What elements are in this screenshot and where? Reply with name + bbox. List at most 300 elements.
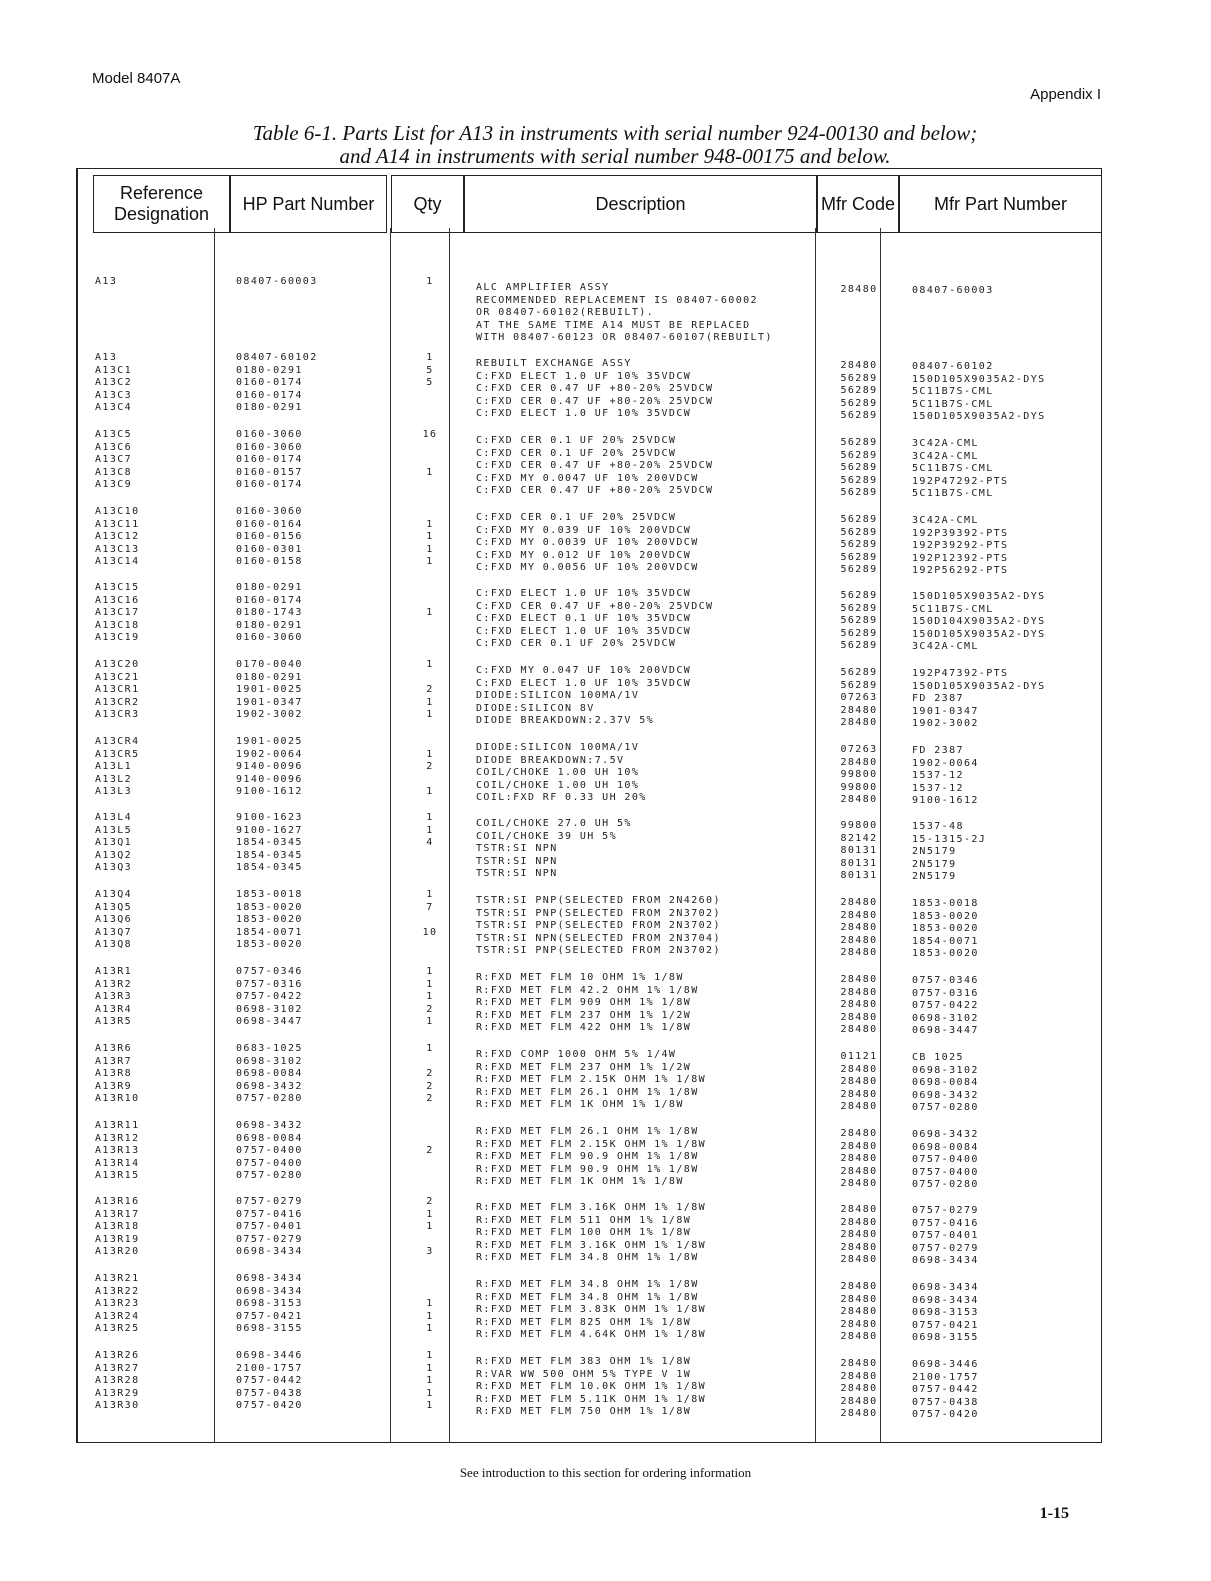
hp-part-cell: 0757-0422 [236,991,303,1003]
mfr-code-cell: 28480 [840,1178,878,1190]
ref-cell: A13C18 [95,619,140,631]
mfr-part-cell: 0698-3153 [912,1307,979,1319]
qty-column [400,582,460,645]
qty-cell: 1 [426,556,434,568]
hp-part-cell: 1853-0020 [236,939,303,951]
mfr-code-cell: 28480 [840,1293,878,1305]
description-cell: OR 08407-60102(REBUILT). [476,307,655,319]
qty-cell: 1 [426,531,434,543]
mfr-code-column [818,1358,900,1421]
mfr-code-cell: 56289 [840,667,878,678]
mfr-part-cell: 2100-1757 [912,1371,979,1383]
qty-column [400,352,460,415]
mfr-code-cell: 28480 [840,1229,878,1241]
ref-cell: A13C1 [95,364,133,376]
hp-part-cell: 0698-3102 [236,1003,303,1015]
ref-cell: A13C20 [95,659,140,670]
mfr-part-column [912,361,1046,424]
hp-part-cell: 0757-0438 [236,1387,303,1399]
description-cell: C:FXD CER 0.47 UF +80-20% 25VDCW [476,485,714,497]
mfr-part-cell: 3C42A-CML [912,438,979,449]
qty-cell [400,595,460,608]
ref-cell: A13R16 [95,1196,140,1207]
hp-part-cell: 0180-0291 [236,402,303,414]
hp-part-cell: 0160-3060 [236,506,303,517]
ref-cell: A13CR3 [95,709,140,721]
mfr-part-cell: 1853-0018 [912,898,979,909]
qty-cell [400,774,460,787]
mfr-code-cell: 28480 [840,1281,878,1292]
mfr-code-cell: 56289 [840,679,878,691]
mfr-code-column [818,1281,900,1344]
ref-column [95,889,132,952]
mfr-part-cell: 08407-60003 [912,285,994,296]
qty-cell: 2 [426,1145,434,1157]
qty-cell: 1 [426,1400,434,1412]
mfr-code-cell: 28480 [840,1383,878,1395]
qty-column [400,659,460,722]
ref-cell: A13C13 [95,543,140,555]
mfr-code-column [818,820,900,883]
mfr-part-cell: 150D105X9035A2-DYS [912,628,1046,640]
description-cell: COIL/CHOKE 1.00 UH 10% [476,767,640,779]
ref-cell: A13R12 [95,1132,140,1144]
mfr-part-cell: 150D105X9035A2-DYS [912,411,1046,423]
hp-part-column [236,582,303,645]
description-cell: C:FXD CER 0.1 UF 20% 25VDCW [476,512,677,523]
mfr-part-cell: 0698-3102 [912,1012,979,1024]
table-header [93,175,1102,233]
mfr-code-cell: 28480 [840,986,878,998]
mfr-code-cell: 07263 [840,692,878,704]
hp-part-cell: 0180-0291 [236,671,303,683]
hp-part-cell: 0160-0301 [236,543,303,555]
ref-cell: A13R29 [95,1387,140,1399]
qty-cell: 1 [426,466,434,478]
ref-cell: A13Q8 [95,939,133,951]
mfr-code-column [818,360,900,423]
mfr-code-cell: 28480 [840,897,878,908]
description-cell: R:FXD MET FLM 511 OHM 1% 1/8W [476,1214,692,1226]
mfr-part-cell: 192P39392-PTS [912,527,1009,539]
mfr-part-cell: 5C11B7S-CML [912,398,994,410]
ref-column [95,276,117,289]
description-cell: R:FXD MET FLM 2.15K OHM 1% 1/8W [476,1074,707,1086]
description-cell: WITH 08407-60123 OR 08407-60107(REBUILT) [476,332,773,344]
description-cell: R:FXD MET FLM 2.15K OHM 1% 1/8W [476,1138,707,1150]
ref-cell: A13R17 [95,1208,140,1220]
mfr-part-cell: 0757-0346 [912,975,979,986]
hp-part-cell: 2100-1757 [236,1362,303,1374]
ref-column [95,1273,140,1336]
mfr-part-cell: 2N5179 [912,871,957,883]
mfr-code-cell: 28480 [840,909,878,921]
description-column [476,1279,706,1342]
hp-part-column [236,276,318,289]
hp-part-cell: 0757-0416 [236,1208,303,1220]
qty-cell: 1 [426,518,434,530]
description-cell: R:FXD MET FLM 5.11K OHM 1% 1/8W [476,1393,707,1405]
hp-part-column [236,506,303,569]
mfr-part-cell: 2N5179 [912,846,957,858]
qty-cell [400,736,460,749]
hp-part-cell: 0170-0040 [236,659,303,670]
ref-cell: A13Q5 [95,901,133,913]
qty-cell: 1 [426,1016,434,1028]
mfr-code-cell: 56289 [840,602,878,614]
mfr-part-cell: 0698-3434 [912,1294,979,1306]
hp-part-column [236,429,303,492]
mfr-code-cell: 99800 [840,781,878,793]
hp-part-column [236,966,303,1029]
description-cell: C:FXD ELECT 1.0 UF 10% 35VDCW [476,408,692,420]
mfr-part-cell: 0757-0416 [912,1217,979,1229]
mfr-part-column [912,1359,979,1422]
ref-cell: A13L1 [95,761,133,773]
mfr-part-cell: 0757-0422 [912,1000,979,1012]
description-cell: TSTR:SI NPN(SELECTED FROM 2N3704) [476,932,721,944]
mfr-part-cell: 0698-3434 [912,1282,979,1293]
ref-cell: A13R27 [95,1362,140,1374]
mfr-part-cell: 0757-0401 [912,1230,979,1242]
description-cell: R:FXD MET FLM 1K OHM 1% 1/8W [476,1099,684,1111]
hp-part-cell: 0160-0174 [236,377,303,389]
description-cell: R:FXD MET FLM 3.83K OHM 1% 1/8W [476,1304,707,1316]
description-column [476,282,773,345]
mfr-part-cell: 0757-0421 [912,1319,979,1331]
description-cell: R:FXD MET FLM 100 OHM 1% 1/8W [476,1227,692,1239]
mfr-code-cell: 82142 [840,832,878,844]
mfr-part-cell: 1902-0064 [912,757,979,769]
mfr-code-cell: 56289 [840,564,878,576]
mfr-code-cell: 28480 [840,1306,878,1318]
hp-part-cell: 0160-0174 [236,389,303,401]
mfr-part-cell: 0757-0279 [912,1205,979,1216]
hp-part-cell: 1854-0345 [236,837,303,849]
mfr-part-cell: 0757-0420 [912,1409,979,1421]
hp-part-cell: 0757-0400 [236,1157,303,1169]
description-cell: TSTR:SI NPN [476,843,558,855]
hp-part-cell: 0698-3434 [236,1273,303,1284]
mfr-code-cell: 56289 [840,627,878,639]
appendix-label: Appendix I [1030,86,1101,103]
ref-cell: A13C16 [95,594,140,606]
ref-cell: A13Q4 [95,889,133,900]
mfr-code-column [818,590,900,653]
qty-cell: 2 [426,1196,434,1207]
qty-cell [400,582,460,595]
ref-column [95,1120,140,1183]
ref-cell: A13C14 [95,556,140,568]
qty-cell [400,442,460,455]
qty-column [400,812,460,875]
ref-cell: A13C2 [95,377,133,389]
model-label: Model 8407A [92,70,181,87]
qty-cell [400,479,460,492]
hp-part-cell: 0757-0279 [236,1233,303,1245]
mfr-code-cell: 28480 [840,1024,878,1036]
hp-part-cell: 0160-0158 [236,556,303,568]
description-column [476,1049,706,1112]
description-cell: C:FXD ELECT 1.0 UF 10% 35VDCW [476,677,692,689]
description-cell: COIL/CHOKE 27.0 UH 5% [476,818,632,829]
mfr-code-cell: 28480 [840,947,878,959]
description-cell: R:FXD MET FLM 26.1 OHM 1% 1/8W [476,1126,699,1137]
mfr-code-cell: 56289 [840,474,878,486]
qty-cell [400,850,460,863]
hp-part-cell: 0160-0174 [236,454,303,466]
hp-part-column [236,736,303,799]
hp-part-column [236,1350,303,1413]
mfr-part-cell: 1853-0020 [912,910,979,922]
qty-cell [400,1133,460,1146]
qty-cell: 7 [426,901,434,913]
ref-column [95,429,132,492]
description-cell: DIODE:SILICON 8V [476,702,595,714]
mfr-code-cell: 80131 [840,857,878,869]
mfr-code-cell: 80131 [840,870,878,882]
mfr-part-column [912,745,979,808]
qty-cell [400,1234,460,1247]
hp-part-cell: 0757-0280 [236,1170,303,1182]
qty-cell: 1 [426,1350,434,1361]
description-cell: C:FXD MY 0.0047 UF 10% 200VDCW [476,472,699,484]
description-column [476,588,713,651]
description-cell: C:FXD CER 0.1 UF 20% 25VDCW [476,638,677,650]
mfr-part-cell: CB 1025 [912,1052,964,1063]
mfr-part-cell: 0698-3155 [912,1332,979,1344]
ref-column [95,812,132,875]
description-column [476,1126,706,1189]
qty-cell: 1 [426,889,434,900]
mfr-part-column [912,438,1008,501]
hp-part-column [236,1120,303,1183]
description-cell: COIL/CHOKE 39 UH 5% [476,830,617,842]
ref-cell: A13R25 [95,1323,140,1335]
mfr-code-cell: 28480 [840,1318,878,1330]
ref-cell: A13C11 [95,518,140,530]
qty-cell: 1 [426,991,434,1003]
hp-part-cell: 0698-3102 [236,1055,303,1067]
mfr-part-cell: 3C42A-CML [912,515,979,526]
mfr-part-cell: 5C11B7S-CML [912,603,994,615]
qty-column [400,966,460,1029]
hp-part-cell: 0757-0279 [236,1196,303,1207]
hp-part-column [236,889,303,952]
mfr-part-cell: 3C42A-CML [912,450,979,462]
qty-cell: 1 [426,1362,434,1374]
ref-cell: A13CR4 [95,736,140,747]
mfr-part-column [912,668,1046,731]
mfr-code-column [818,1204,900,1267]
hp-part-cell: 0757-0420 [236,1400,303,1412]
mfr-code-cell: 56289 [840,640,878,652]
mfr-code-cell: 28480 [840,284,878,295]
mfr-code-cell: 28480 [840,704,878,716]
mfr-part-cell: 0698-3447 [912,1025,979,1037]
col-header-mfr-part: Mfr Part Number [899,175,1102,233]
hp-part-cell: 0160-0157 [236,466,303,478]
mfr-part-cell: 1854-0071 [912,935,979,947]
mfr-part-cell: 1853-0020 [912,923,979,935]
hp-part-cell: 0757-0346 [236,966,303,977]
ref-cell: A13C3 [95,389,133,401]
mfr-code-cell: 28480 [840,974,878,985]
description-column [476,1356,706,1419]
description-cell: R:FXD MET FLM 26.1 OHM 1% 1/8W [476,1086,699,1098]
mfr-code-cell: 28480 [840,1011,878,1023]
description-cell: TSTR:SI PNP(SELECTED FROM 2N3702) [476,945,721,957]
mfr-code-cell: 28480 [840,1241,878,1253]
description-cell: R:FXD MET FLM 750 OHM 1% 1/8W [476,1406,692,1418]
qty-cell: 1 [426,1375,434,1387]
mfr-part-column [912,1129,979,1192]
description-cell: R:FXD MET FLM 1K OHM 1% 1/8W [476,1176,684,1188]
description-cell: R:FXD MET FLM 90.9 OHM 1% 1/8W [476,1163,699,1175]
ref-cell: A13C5 [95,429,133,440]
hp-part-cell: 0698-3155 [236,1323,303,1335]
table-title-line2: and A14 in instruments with serial number 948-00175 and below. [339,144,891,168]
ref-cell: A13R24 [95,1310,140,1322]
description-cell: C:FXD MY 0.047 UF 10% 200VDCW [476,665,692,676]
qty-cell: 1 [426,1208,434,1220]
ref-cell: A13C7 [95,454,133,466]
ref-column [95,582,140,645]
ref-cell: A13R7 [95,1055,133,1067]
mfr-part-cell: 1537-12 [912,770,964,782]
hp-part-cell: 1853-0020 [236,914,303,926]
qty-cell: 1 [426,748,434,760]
description-cell: R:FXD MET FLM 383 OHM 1% 1/8W [476,1356,692,1367]
ref-cell: A13L4 [95,812,133,823]
mfr-part-column [912,285,994,298]
description-cell: R:FXD MET FLM 825 OHM 1% 1/8W [476,1316,692,1328]
qty-cell: 1 [426,978,434,990]
qty-cell: 1 [426,352,434,363]
hp-part-cell: 0698-3447 [236,1016,303,1028]
ref-cell: A13C17 [95,607,140,619]
col-header-reference: Reference Designation [93,175,230,233]
mfr-part-cell: 0757-0438 [912,1396,979,1408]
mfr-code-cell: 28480 [840,360,878,371]
hp-part-cell: 9100-1612 [236,786,303,798]
qty-column [400,1120,460,1183]
mfr-code-column [818,744,900,807]
mfr-part-cell: 0698-0084 [912,1141,979,1153]
col-header-mfr-code: Mfr Code [817,175,899,233]
mfr-part-column [912,975,979,1038]
hp-part-cell: 0160-0164 [236,518,303,530]
mfr-code-cell: 28480 [840,794,878,806]
mfr-part-cell: 1902-3002 [912,718,979,730]
ref-cell: A13C10 [95,506,140,517]
mfr-part-cell: 1537-12 [912,782,964,794]
qty-cell [400,1273,460,1286]
hp-part-cell: 1901-0025 [236,684,303,696]
qty-cell: 2 [426,684,434,696]
mfr-code-cell: 28480 [840,1216,878,1228]
description-column [476,972,699,1035]
description-cell: C:FXD ELECT 1.0 UF 10% 35VDCW [476,625,692,637]
ref-cell: A13C4 [95,402,133,414]
ref-column [95,1043,140,1106]
qty-column [400,1273,460,1336]
description-cell: TSTR:SI NPN [476,868,558,880]
ref-cell: A13C19 [95,632,140,644]
mfr-part-cell: 15-1315-2J [912,833,987,845]
qty-cell: 1 [426,709,434,721]
col-header-hp-part: HP Part Number [230,175,387,233]
qty-cell: 10 [422,926,438,938]
description-cell: R:FXD MET FLM 3.16K OHM 1% 1/8W [476,1239,707,1251]
ref-cell: A13R6 [95,1043,133,1054]
qty-cell: 1 [426,607,434,619]
ref-cell: A13R8 [95,1068,133,1080]
mfr-part-column [912,821,986,884]
col-divider [390,228,391,1443]
mfr-code-cell: 28480 [840,1153,878,1165]
description-cell: R:FXD MET FLM 4.64K OHM 1% 1/8W [476,1329,707,1341]
mfr-code-cell: 28480 [840,999,878,1011]
description-cell: TSTR:SI NPN [476,855,558,867]
hp-part-cell: 0698-3432 [236,1120,303,1131]
ref-cell: A13C12 [95,531,140,543]
qty-cell: 1 [426,543,434,555]
qty-column [400,506,460,569]
qty-cell [400,1170,460,1183]
mfr-part-cell: 192P12392-PTS [912,552,1009,564]
ref-column [95,966,132,1029]
hp-part-cell: 0180-0291 [236,364,303,376]
table-title-line1: Table 6-1. Parts List for A13 in instruments with serial number 924-00130 and below; [252,121,978,145]
mfr-code-cell: 28480 [840,1165,878,1177]
ref-column [95,659,140,722]
qty-cell [400,454,460,467]
description-cell: R:FXD MET FLM 909 OHM 1% 1/8W [476,997,692,1009]
col-header-qty: Qty [391,175,464,233]
col-divider [214,228,215,1443]
mfr-part-column [912,898,979,961]
ref-column [95,736,140,799]
ref-cell: A13Q6 [95,914,133,926]
ref-cell: A13L5 [95,824,133,836]
mfr-code-column [818,1051,900,1114]
mfr-code-cell: 99800 [840,769,878,781]
page-number: 1-15 [1039,1505,1069,1522]
mfr-part-cell: 192P47392-PTS [912,668,1009,679]
description-cell: R:FXD MET FLM 422 OHM 1% 1/8W [476,1022,692,1034]
qty-cell: 1 [426,696,434,708]
ref-cell: A13R21 [95,1273,140,1284]
ref-cell: A13CR2 [95,696,140,708]
hp-part-cell: 0160-0156 [236,531,303,543]
qty-cell: 2 [426,1080,434,1092]
col-divider [815,228,816,1443]
qty-cell: 2 [426,1068,434,1080]
mfr-part-column [912,515,1008,578]
mfr-code-cell: 07263 [840,744,878,755]
description-column [476,895,721,958]
mfr-code-cell: 28480 [840,1063,878,1075]
description-column [476,1202,706,1265]
mfr-part-cell: 5C11B7S-CML [912,488,994,500]
ref-cell: A13C21 [95,671,140,683]
mfr-code-cell: 28480 [840,934,878,946]
hp-part-cell: 9140-0096 [236,773,303,785]
description-cell: RECOMMENDED REPLACEMENT IS 08407-60002 [476,294,758,306]
description-cell: COIL/CHOKE 1.00 UH 10% [476,779,640,791]
description-cell: C:FXD MY 0.012 UF 10% 200VDCW [476,549,692,561]
